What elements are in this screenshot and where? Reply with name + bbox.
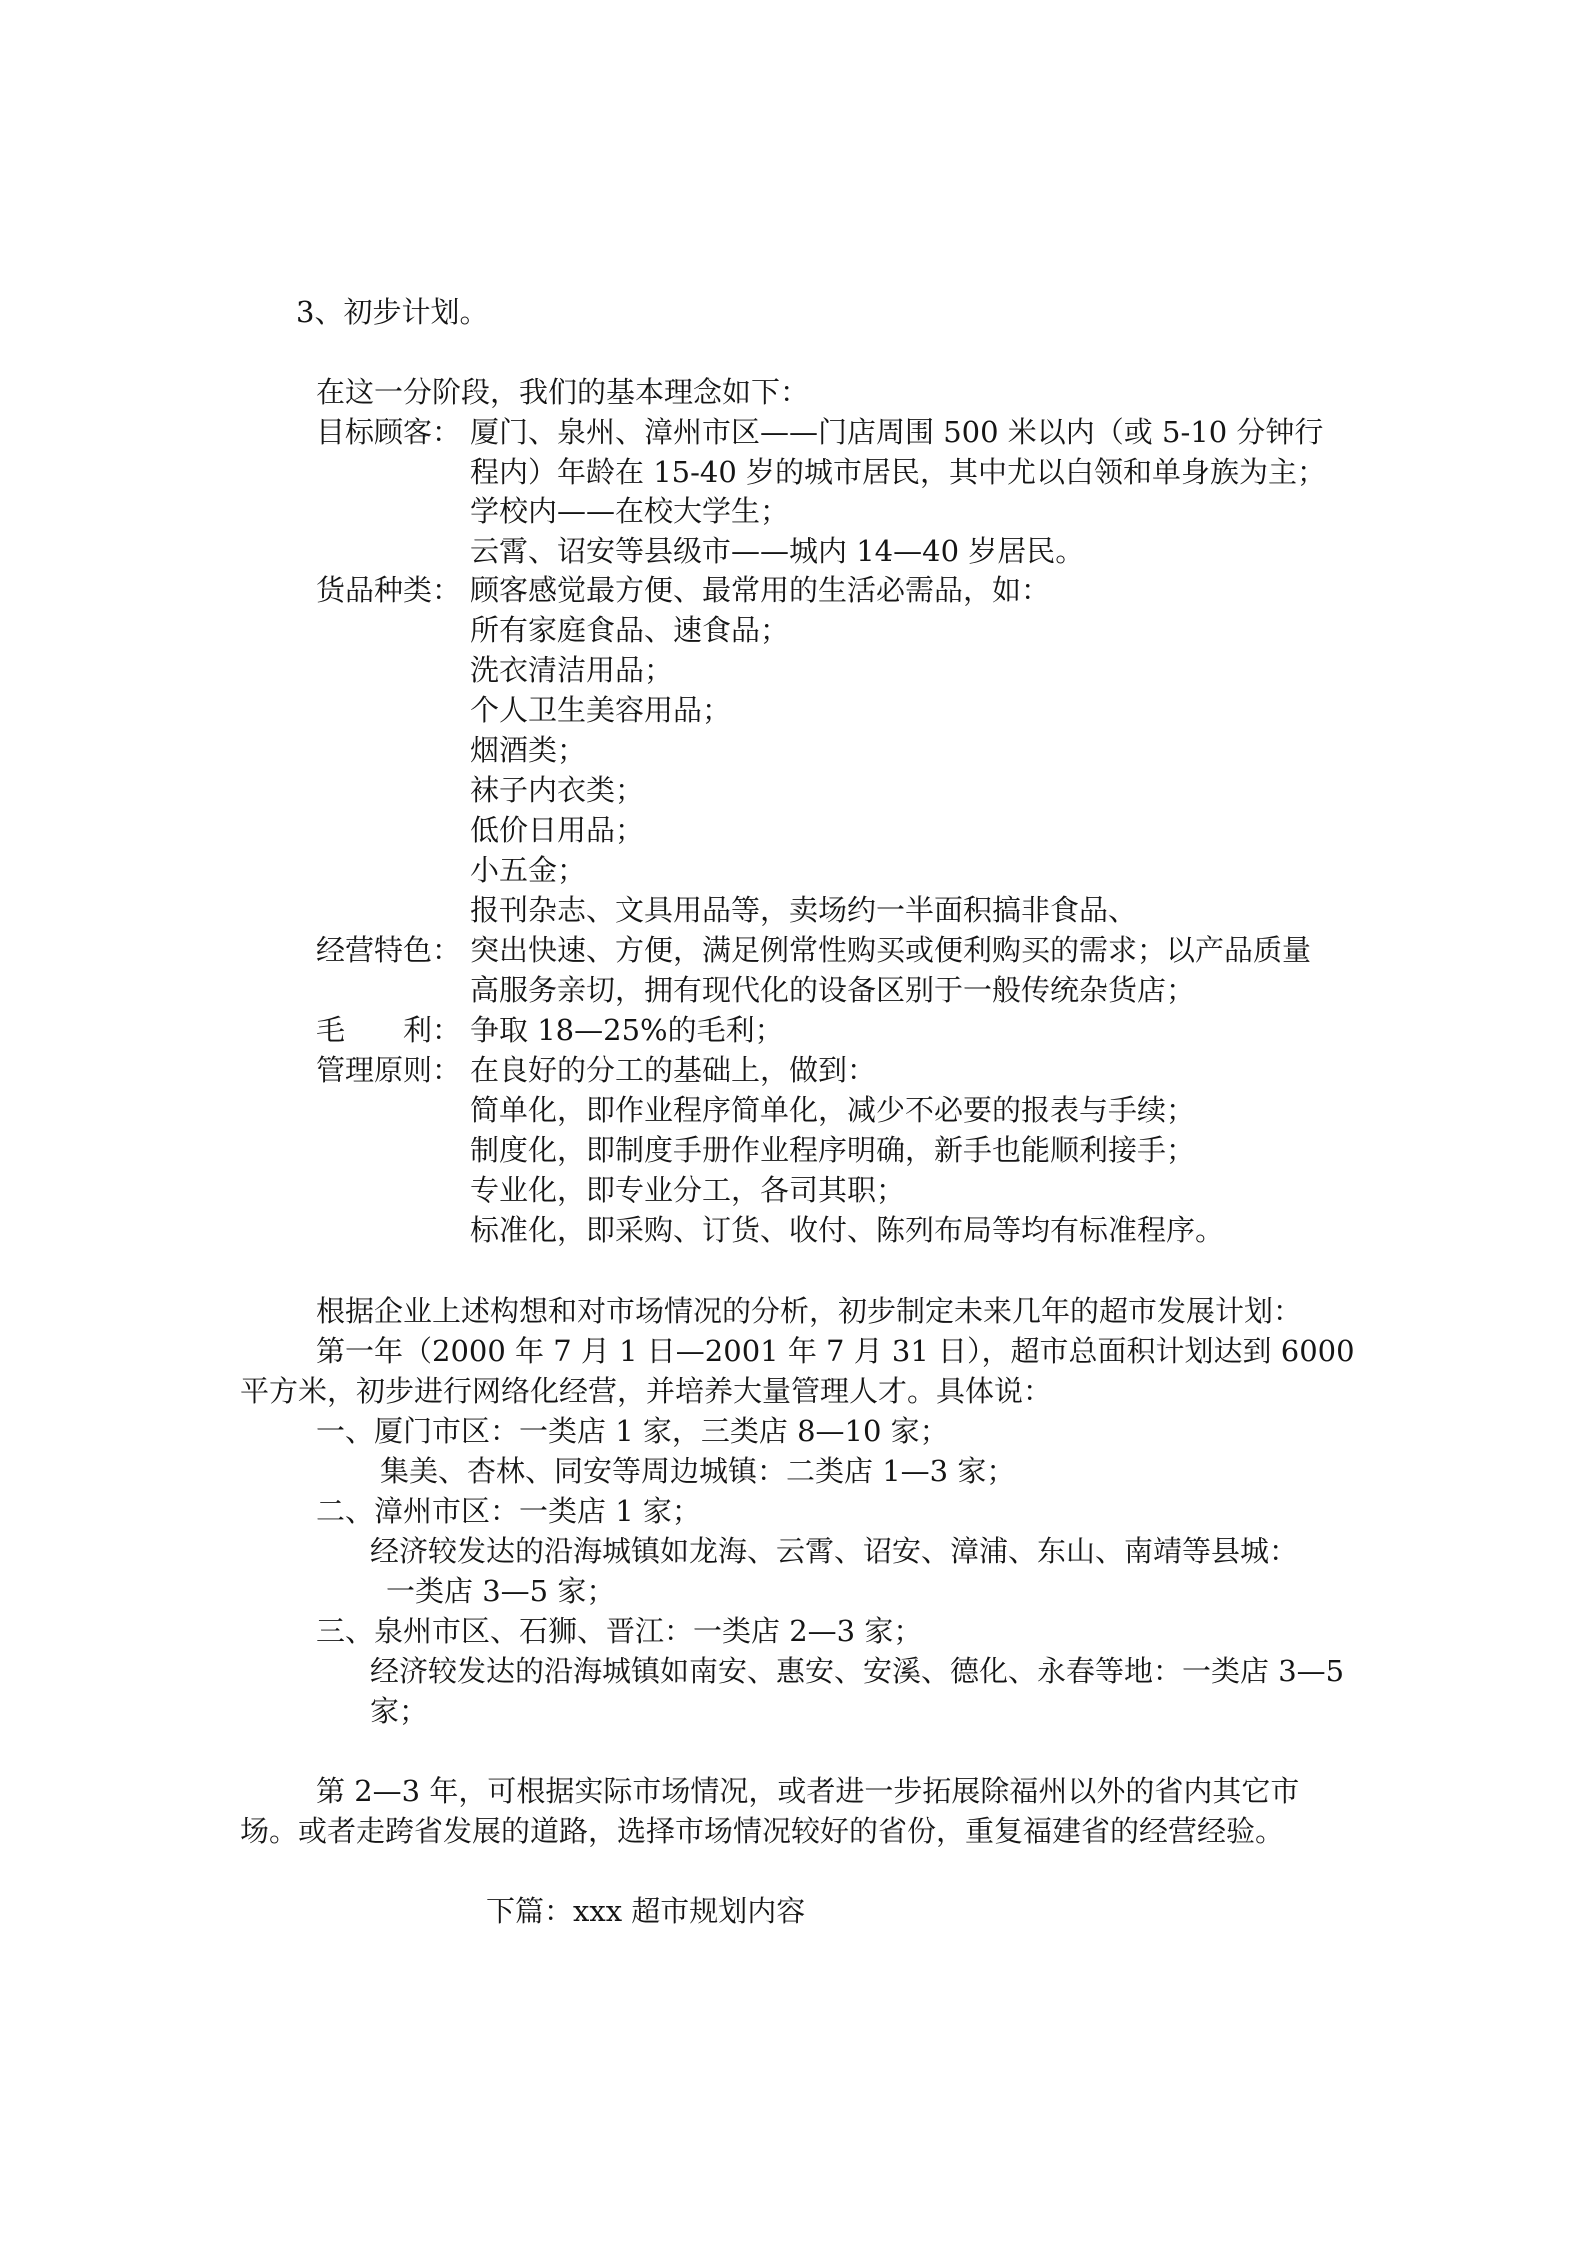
product-categories-line: 报刊杂志、文具用品等，卖场约一半面积搞非食品、 bbox=[470, 893, 1138, 927]
product-categories-line: 顾客感觉最方便、最常用的生活必需品，如： bbox=[470, 573, 1051, 607]
product-categories-label: 货品种类： bbox=[316, 573, 462, 607]
management-principles-line: 专业化，即专业分工，各司其职； bbox=[470, 1173, 906, 1207]
gross-margin-line: 争取 18—25%的毛利； bbox=[470, 1013, 784, 1047]
business-features-line: 高服务亲切，拥有现代化的设备区别于一般传统杂货店； bbox=[470, 973, 1196, 1007]
management-principles-line: 在良好的分工的基础上，做到： bbox=[470, 1053, 877, 1087]
product-categories-line: 袜子内衣类； bbox=[470, 773, 645, 807]
next-article-title: 下篇：xxx 超市规划内容 bbox=[486, 1894, 806, 1928]
product-categories-line: 低价日用品； bbox=[470, 813, 645, 847]
product-categories-line: 所有家庭食品、速食品； bbox=[470, 613, 790, 647]
plan-subitem-quanzhou: 经济较发达的沿海城镇如南安、惠安、安溪、德化、永春等地：一类店 3—5 bbox=[370, 1654, 1345, 1688]
product-categories-line: 个人卫生美容用品； bbox=[470, 693, 732, 727]
section-heading: 3、初步计划。 bbox=[296, 295, 489, 329]
later-plan-line: 第 2—3 年，可根据实际市场情况，或者进一步拓展除福州以外的省内其它市 bbox=[316, 1774, 1300, 1808]
plan-item-xiamen: 一、厦门市区：一类店 1 家，三类店 8—10 家； bbox=[316, 1414, 949, 1448]
business-features-label: 经营特色： bbox=[316, 933, 462, 967]
business-features-line: 突出快速、方便，满足例常性购买或便利购买的需求；以产品质量 bbox=[470, 933, 1312, 967]
target-customers-line: 学校内——在校大学生； bbox=[470, 494, 790, 528]
plan-item-zhangzhou: 二、漳州市区：一类店 1 家； bbox=[316, 1494, 701, 1528]
product-categories-line: 烟酒类； bbox=[470, 733, 587, 767]
management-principles-line: 简单化，即作业程序简单化，减少不必要的报表与手续； bbox=[470, 1093, 1196, 1127]
management-principles-line: 制度化，即制度手册作业程序明确，新手也能顺利接手； bbox=[470, 1133, 1196, 1167]
plan-subitem-quanzhou: 家； bbox=[370, 1694, 429, 1728]
plan-year1-line: 第一年（2000 年 7 月 1 日—2001 年 7 月 31 日），超市总面积计划达到 6000 bbox=[316, 1334, 1355, 1368]
plan-subitem-xiamen: 集美、杏林、同安等周边城镇：二类店 1—3 家； bbox=[380, 1454, 1016, 1488]
product-categories-line: 小五金； bbox=[470, 853, 587, 887]
product-categories-line: 洗衣清洁用品； bbox=[470, 653, 674, 687]
philosophy-intro: 在这一分阶段，我们的基本理念如下： bbox=[316, 375, 810, 409]
plan-subitem-zhangzhou: 经济较发达的沿海城镇如龙海、云霄、诏安、漳浦、东山、南靖等县城： bbox=[370, 1534, 1299, 1568]
plan-subitem-zhangzhou: 一类店 3—5 家； bbox=[386, 1574, 616, 1608]
target-customers-label: 目标顾客： bbox=[316, 415, 462, 449]
target-customers-line: 厦门、泉州、漳州市区——门店周围 500 米以内（或 5-10 分钟行 bbox=[470, 415, 1324, 449]
management-principles-label: 管理原则： bbox=[316, 1053, 462, 1087]
gross-margin-label: 毛 利： bbox=[316, 1013, 462, 1047]
target-customers-line: 云霄、诏安等县级市——城内 14—40 岁居民。 bbox=[470, 534, 1085, 568]
plan-year1-line: 平方米，初步进行网络化经营，并培养大量管理人才。具体说： bbox=[240, 1374, 1053, 1408]
management-principles-line: 标准化，即采购、订货、收付、陈列布局等均有标准程序。 bbox=[470, 1213, 1225, 1247]
target-customers-line: 程内）年龄在 15-40 岁的城市居民，其中尤以白领和单身族为主； bbox=[470, 455, 1327, 489]
later-plan-line: 场。或者走跨省发展的道路，选择市场情况较好的省份，重复福建省的经营经验。 bbox=[240, 1814, 1285, 1848]
plan-item-quanzhou: 三、泉州市区、石狮、晋江：一类店 2—3 家； bbox=[316, 1614, 923, 1648]
plan-intro: 根据企业上述构想和对市场情况的分析，初步制定未来几年的超市发展计划： bbox=[316, 1294, 1303, 1328]
